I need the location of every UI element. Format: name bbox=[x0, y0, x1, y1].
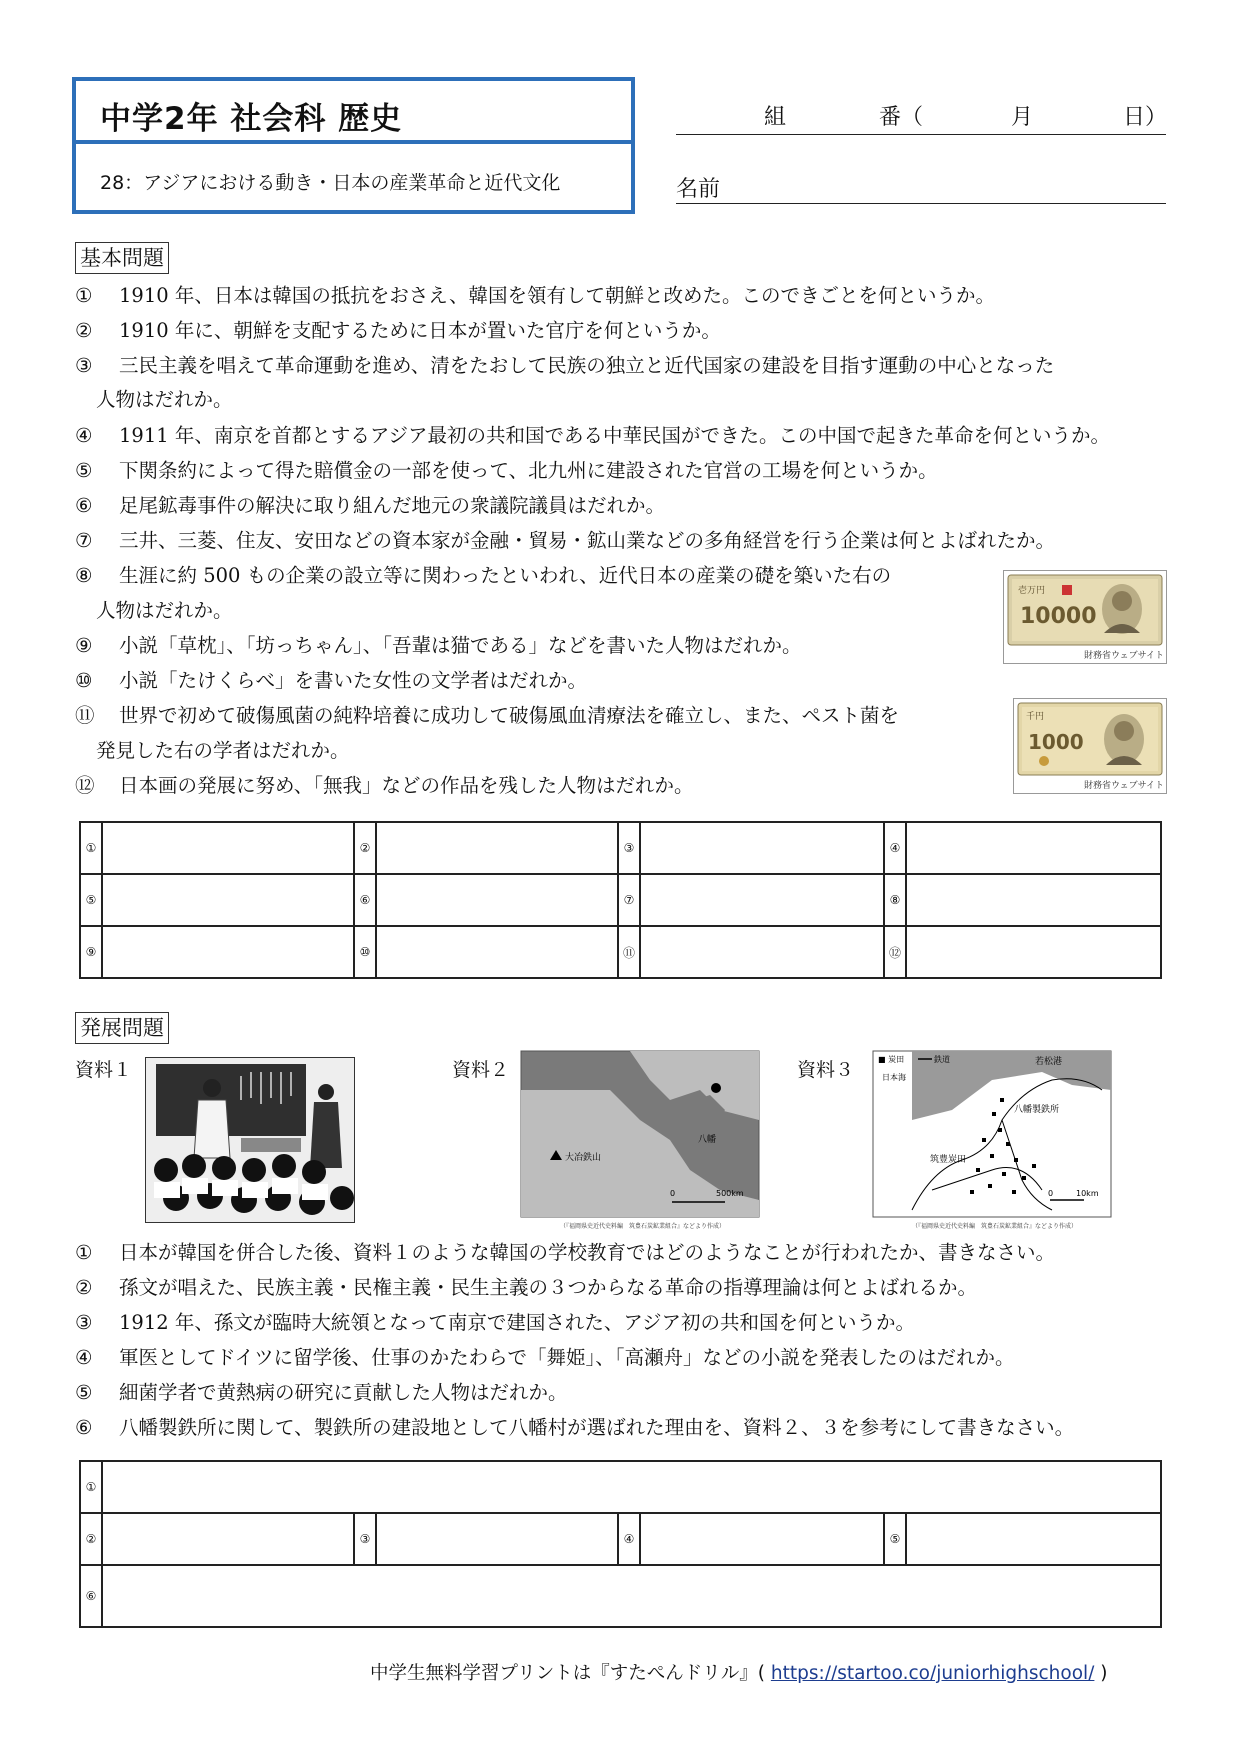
bill2-denom: 1000 bbox=[1028, 730, 1084, 754]
answer-label-9: ⑨ bbox=[80, 926, 102, 978]
map3-legend-coal: ■ 炭田 bbox=[878, 1055, 905, 1064]
advanced-question-3: ③ 1912 年、孫文が臨時大統領となって南京で建国された、アジア初の共和国を何というか。 bbox=[75, 1311, 916, 1334]
number-label: 番（ bbox=[879, 105, 924, 130]
answer-cell-12[interactable] bbox=[906, 926, 1161, 978]
basic-question-12: ⑫ 日本画の発展に努め、「無我」などの作品を残した人物はだれか。 bbox=[75, 774, 694, 797]
answer-cell-4[interactable] bbox=[906, 822, 1161, 874]
adv-answer-cell-4[interactable] bbox=[640, 1513, 884, 1565]
name-line[interactable] bbox=[676, 203, 1166, 204]
advanced-heading: 発展問題 bbox=[75, 1012, 169, 1044]
basic-question-8-cont: 人物はだれか。 bbox=[96, 599, 233, 622]
advanced-question-6: ⑥ 八幡製鉄所に関して、製鉄所の建設地として八幡村が選ばれた理由を、資料２、３を参考にして書きなさい。 bbox=[75, 1416, 1075, 1439]
answer-label-12: ⑫ bbox=[884, 926, 906, 978]
map2-scale-end: 500km bbox=[716, 1189, 744, 1198]
bill1-kanji: 壱万円 bbox=[1018, 586, 1046, 596]
basic-question-5: ⑤ 下関条約によって得た賠償金の一部を使って、北九州に建設された官営の工場を何というか。 bbox=[75, 459, 938, 482]
answer-cell-3[interactable] bbox=[640, 822, 884, 874]
answer-label-3: ③ bbox=[618, 822, 640, 874]
advanced-answer-table bbox=[79, 1460, 1162, 1628]
answer-label-7: ⑦ bbox=[618, 874, 640, 926]
adv-answer-label-6: ⑥ bbox=[80, 1565, 102, 1627]
basic-question-11-cont: 発見した右の学者はだれか。 bbox=[96, 739, 350, 762]
adv-answer-cell-5[interactable] bbox=[906, 1513, 1161, 1565]
day-label: 日） bbox=[1123, 105, 1168, 130]
page-subtitle: 28：アジアにおける動き・日本の産業革命と近代文化 bbox=[100, 172, 561, 194]
map3-port: 若松港 bbox=[1035, 1057, 1063, 1067]
bill1-denom: 10000 bbox=[1020, 604, 1097, 629]
basic-answer-table bbox=[79, 821, 1162, 979]
footer bbox=[370, 1659, 1108, 1685]
adv-answer-label-1: ① bbox=[80, 1461, 102, 1513]
subtitle-box bbox=[72, 140, 635, 214]
footer-text: 中学生無料学習プリントは『すたぺんドリル』( bbox=[370, 1663, 765, 1684]
adv-answer-cell-1[interactable] bbox=[102, 1461, 1161, 1513]
answer-label-5: ⑤ bbox=[80, 874, 102, 926]
adv-answer-cell-6[interactable] bbox=[102, 1565, 1161, 1627]
name-label: 名前 bbox=[676, 177, 721, 202]
answer-label-2: ② bbox=[354, 822, 376, 874]
answer-cell-10[interactable] bbox=[376, 926, 618, 978]
material1-classroom-image bbox=[145, 1057, 355, 1223]
advanced-question-5: ⑤ 細菌学者で黄熱病の研究に貢献した人物はだれか。 bbox=[75, 1381, 568, 1404]
map3-source: （『福岡県史近代史料編 筑豊石炭鉱業組合』などより作成） bbox=[912, 1223, 1078, 1230]
map3-coalfield: 筑豊炭田 bbox=[930, 1155, 967, 1165]
footer-link[interactable]: https://startoo.co/juniorhighschool/ bbox=[770, 1663, 1095, 1684]
basic-question-1: ① 1910 年、日本は韓国の抵抗をおさえ、韓国を領有して朝鮮と改めた。このできごとを何というか。 bbox=[75, 284, 995, 307]
page-title: 中学2年 社会科 歴史 bbox=[100, 101, 403, 137]
map3-works: 八幡製鉄所 bbox=[1014, 1105, 1060, 1115]
material2-map bbox=[520, 1050, 760, 1232]
basic-question-3: ③ 三民主義を唱えて革命運動を進め、清をたおして民族の独立と近代国家の建設を目指す運動の中心となった bbox=[75, 354, 1055, 377]
basic-question-7: ⑦ 三井、三菱、住友、安田などの資本家が金融・貿易・鉱山業などの多角経営を行う企業は何とよばれたか。 bbox=[75, 529, 1056, 552]
banknote-1000-image bbox=[1013, 698, 1167, 794]
map2-source: （『福岡県史近代史料編 筑豊石炭鉱業組合』などより作成） bbox=[560, 1223, 726, 1230]
answer-label-4: ④ bbox=[884, 822, 906, 874]
material3-map bbox=[872, 1050, 1112, 1232]
map2-place-yawata: 八幡 bbox=[698, 1135, 717, 1145]
adv-answer-label-5: ⑤ bbox=[884, 1513, 906, 1565]
adv-answer-label-2: ② bbox=[80, 1513, 102, 1565]
material1-label: 資料１ bbox=[75, 1059, 133, 1081]
advanced-question-2: ② 孫文が唱えた、民族主義・民権主義・民生主義の３つからなる革命の指導理論は何とよばれるか。 bbox=[75, 1276, 978, 1299]
answer-label-11: ⑪ bbox=[618, 926, 640, 978]
advanced-question-1: ① 日本が韓国を併合した後、資料１のような韓国の学校教育ではどのようなことが行われたか、書きなさい。 bbox=[75, 1241, 1056, 1264]
answer-label-8: ⑧ bbox=[884, 874, 906, 926]
material3-label: 資料３ bbox=[797, 1059, 855, 1081]
map2-place-daye: 大冶鉄山 bbox=[565, 1153, 602, 1163]
answer-cell-6[interactable] bbox=[376, 874, 618, 926]
advanced-question-4: ④ 軍医としてドイツに留学後、仕事のかたわらで「舞姫」、「高瀬舟」などの小説を発表したのはだれか。 bbox=[75, 1346, 1015, 1369]
basic-question-9: ⑨ 小説「草枕」、「坊っちゃん」、「吾輩は猫である」などを書いた人物はだれか。 bbox=[75, 634, 802, 657]
map3-sea: 日本海 bbox=[882, 1073, 906, 1082]
basic-question-8: ⑧ 生涯に約 500 もの企業の設立等に関わったといわれ、近代日本の産業の礎を築いた右の bbox=[75, 564, 892, 587]
map3-legend-rail: 鉄道 bbox=[934, 1055, 950, 1064]
date-line bbox=[676, 134, 1166, 135]
answer-cell-1[interactable] bbox=[102, 822, 354, 874]
basic-heading: 基本問題 bbox=[75, 242, 169, 274]
basic-question-2: ② 1910 年に、朝鮮を支配するために日本が置いた官庁を何というか。 bbox=[75, 319, 721, 342]
answer-cell-8[interactable] bbox=[906, 874, 1161, 926]
basic-question-3-cont: 人物はだれか。 bbox=[96, 388, 233, 411]
answer-cell-7[interactable] bbox=[640, 874, 884, 926]
bill2-kanji: 千円 bbox=[1026, 712, 1045, 722]
answer-label-6: ⑥ bbox=[354, 874, 376, 926]
answer-cell-5[interactable] bbox=[102, 874, 354, 926]
answer-label-10: ⑩ bbox=[354, 926, 376, 978]
basic-question-4: ④ 1911 年、南京を首都とするアジア最初の共和国である中華民国ができた。この中国で起きた革命を何というか。 bbox=[75, 424, 1111, 447]
basic-question-6: ⑥ 足尾鉱毒事件の解決に取り組んだ地元の衆議院議員はだれか。 bbox=[75, 494, 666, 517]
basic-question-10: ⑩ 小説「たけくらべ」を書いた女性の文学者はだれか。 bbox=[75, 669, 588, 692]
month-label: 月 bbox=[1011, 105, 1034, 130]
adv-answer-label-4: ④ bbox=[618, 1513, 640, 1565]
material2-label: 資料２ bbox=[452, 1059, 510, 1081]
answer-label-1: ① bbox=[80, 822, 102, 874]
footer-close: ) bbox=[1100, 1663, 1108, 1684]
map3-scale-end: 10km bbox=[1076, 1189, 1099, 1198]
adv-answer-cell-3[interactable] bbox=[376, 1513, 618, 1565]
answer-cell-11[interactable] bbox=[640, 926, 884, 978]
bill1-source: 財務省ウェブサイト bbox=[1084, 651, 1165, 661]
map2-scale-start: 0 bbox=[670, 1189, 676, 1198]
bill2-source: 財務省ウェブサイト bbox=[1084, 781, 1165, 791]
basic-question-11: ⑪ 世界で初めて破傷風菌の純粋培養に成功して破傷風血清療法を確立し、また、ペスト菌を bbox=[75, 704, 900, 727]
answer-cell-9[interactable] bbox=[102, 926, 354, 978]
class-label: 組 bbox=[764, 105, 787, 130]
adv-answer-cell-2[interactable] bbox=[102, 1513, 354, 1565]
title-box bbox=[72, 77, 635, 143]
answer-cell-2[interactable] bbox=[376, 822, 618, 874]
adv-answer-label-3: ③ bbox=[354, 1513, 376, 1565]
banknote-10000-image bbox=[1003, 570, 1167, 664]
map3-scale-start: 0 bbox=[1048, 1189, 1054, 1198]
